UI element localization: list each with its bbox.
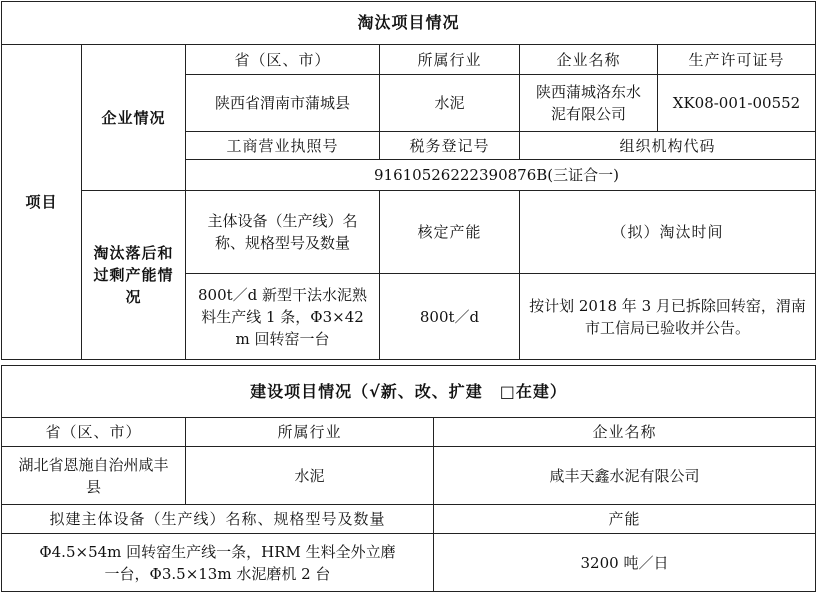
section1-title: 淘汰项目情况 [2, 2, 816, 45]
eliminated-equipment: 800t／d 新型干法水泥熟料生产线 1 条，Φ3×42m 回转窑一台 [186, 274, 380, 360]
header-main-equipment: 主体设备（生产线）名称、规格型号及数量 [186, 191, 380, 274]
project-table [1, 1, 816, 360]
header-business-license: 工商营业执照号 [186, 132, 380, 160]
company-province: 陕西省渭南市蒲城县 [186, 75, 380, 132]
header-tax-registration: 税务登记号 [380, 132, 520, 160]
company-info-label: 企业情况 [82, 45, 186, 191]
project-label: 项目 [2, 45, 82, 360]
header-approved-capacity: 核定产能 [380, 191, 520, 274]
s2-header-province: 省（区、市） [2, 418, 186, 447]
elimination-label: 淘汰落后和过剩产能情况 [82, 191, 186, 360]
s2-header-industry: 所属行业 [186, 418, 434, 447]
header-province: 省（区、市） [186, 45, 380, 75]
header-elimination-time: （拟）淘汰时间 [520, 191, 816, 274]
header-industry: 所属行业 [380, 45, 520, 75]
approved-capacity: 800t／d [380, 274, 520, 360]
section2-title: 建设项目情况（√新、改、扩建 □在建） [2, 366, 816, 418]
s2-header-equipment: 拟建主体设备（生产线）名称、规格型号及数量 [2, 505, 434, 534]
header-company-name: 企业名称 [520, 45, 658, 75]
unified-code: 91610526222390876B(三证合一) [186, 160, 816, 191]
elimination-time: 按计划 2018 年 3 月已拆除回转窑，渭南市工信局已验收并公告。 [520, 274, 816, 360]
header-license-no: 生产许可证号 [658, 45, 816, 75]
company-industry: 水泥 [380, 75, 520, 132]
s2-header-company-name: 企业名称 [434, 418, 816, 447]
company-license-no: XK08-001-00552 [658, 75, 816, 132]
construction-table [1, 365, 816, 592]
s2-capacity: 3200 吨／日 [434, 534, 816, 592]
s2-industry: 水泥 [186, 447, 434, 505]
s2-company-name: 咸丰天鑫水泥有限公司 [434, 447, 816, 505]
company-name: 陕西蒲城洛东水泥有限公司 [520, 75, 658, 132]
s2-province: 湖北省恩施自治州咸丰县 [2, 447, 186, 505]
s2-header-capacity: 产能 [434, 505, 816, 534]
s2-equipment: Φ4.5×54m 回转窑生产线一条，HRM 生料全外立磨一台，Φ3.5×13m 水泥磨机 2 台 [2, 534, 434, 592]
header-org-code: 组织机构代码 [520, 132, 816, 160]
